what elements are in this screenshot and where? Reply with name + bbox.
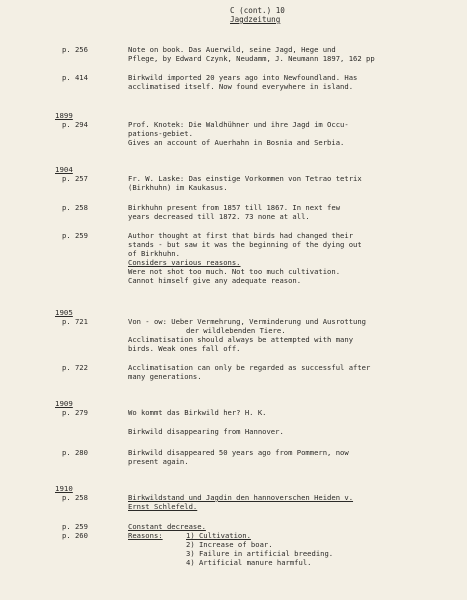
year-heading: 1905 [55,308,73,317]
page-ref: p. 258 [62,493,88,502]
entry-line: Birkwild disappeared 50 years ago from Pommern, now [128,448,349,457]
entry-line: Cannot himself give any adequate reason. [128,276,302,285]
page-ref: p. 257 [62,174,88,183]
page-ref: p. 279 [62,408,88,417]
page-ref: p. 294 [62,120,88,129]
page-ref: p. 722 [62,363,88,372]
year-heading: 1904 [55,165,73,174]
entry-line: der wildlebenden Tiere. [186,326,286,335]
entry-line: Prof. Knotek: Die Waldhühner und ihre Jagd im Occu- [128,120,349,129]
entry-line: many generations. [128,372,202,381]
entry-line: Birkwildstand und Jagdin den hannoverschen Heiden v. [128,493,354,502]
page-ref: p. 259 [62,522,88,531]
entry-line: years decreased till 1872. 73 none at all. [128,212,310,221]
page-ref: p. 256 [62,45,88,54]
entry-line: Acclimatisation can only be regarded as successful after [128,363,371,372]
page-ref: p. 280 [62,448,88,457]
page-ref: p. 260 [62,531,88,540]
entry-line: Were not shot too much. Not too much cultivation. [128,267,341,276]
page-ref: p. 258 [62,203,88,212]
entry-line: Considers various reasons. [128,258,241,267]
entry-line: acclimatised itself. Now found everywhere in island. [128,82,354,91]
entry-line: pations-gebiet. [128,129,193,138]
year-heading: 1899 [55,111,73,120]
entry-line: Reasons: [128,531,163,540]
page-ref: p. 721 [62,317,88,326]
reason-item: 4) Artificial manure harmful. [186,558,312,567]
entry-line: Von - ow: Ueber Vermehrung, Verminderung und Ausrottung [128,317,366,326]
entry-line: Birkwild imported 20 years ago into Newfoundland. Has [128,73,358,82]
entry-line: Constant decrease. [128,522,206,531]
year-heading: 1910 [55,484,73,493]
header-subtitle: Jagdzeitung [230,15,281,24]
page-ref: p. 414 [62,73,88,82]
year-heading: 1909 [55,399,73,408]
entry-line: birds. Weak ones fall off. [128,344,241,353]
entry-line: Author thought at first that birds had changed their [128,231,354,240]
entry-line: Gives an account of Auerhahn in Bosnia and Serbia. [128,138,345,147]
entry-line: of Birkhuhn. [128,249,180,258]
entry-line: Pflege, by Edward Czynk, Neudamm, J. Neumann 1897, 162 pp [128,54,375,63]
entry-line: Fr. W. Laske: Das einstige Vorkommen von Tetrao tetrix [128,174,362,183]
entry-line: Ernst Schlefeld. [128,502,198,511]
header-title: C (cont.) 10 [230,6,285,15]
page-ref: p. 259 [62,231,88,240]
entry-line: Wo kommt das Birkwild her? H. K. [128,408,267,417]
reason-item: 3) Failure in artificial breeding. [186,549,334,558]
entry-line: stands - but saw it was the beginning of the dying out [128,240,362,249]
entry-line: (Birkhuhn) im Kaukasus. [128,183,228,192]
entry-line: Birkhuhn present from 1857 till 1867. In next few [128,203,341,212]
entry-line: Note on book. Das Auerwild, seine Jagd, Hege und [128,45,336,54]
reason-item: 1) Cultivation. [186,531,251,540]
entry-line: Birkwild disappearing from Hannover. [128,427,284,436]
reason-item: 2) Increase of boar. [186,540,273,549]
entry-line: present again. [128,457,189,466]
entry-line: Acclimatisation should always be attempted with many [128,335,354,344]
